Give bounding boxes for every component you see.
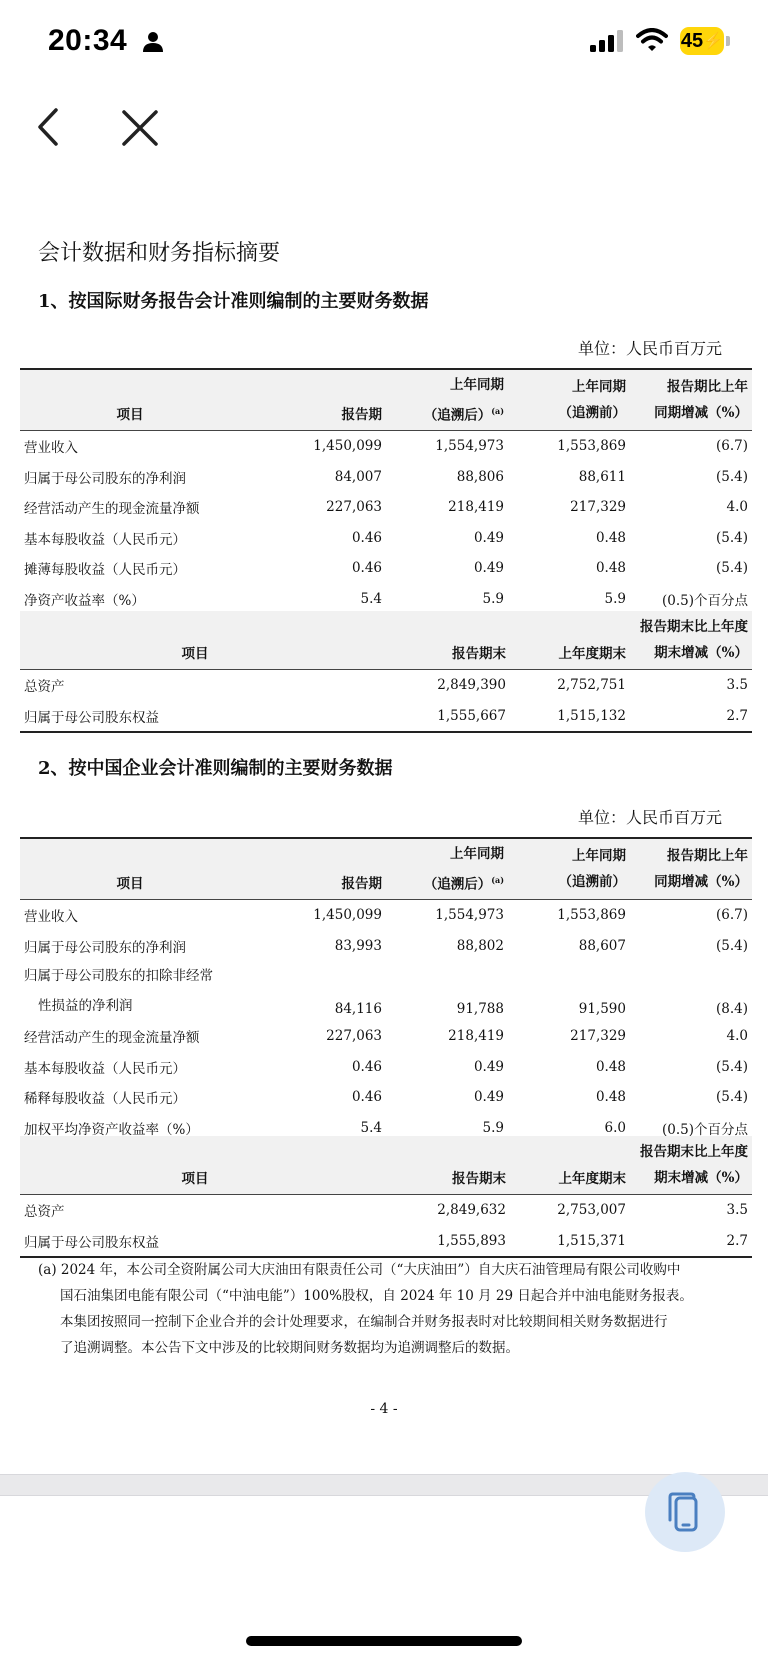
cell: 1,515,132 — [557, 707, 626, 724]
cell: 6.0 — [604, 1119, 626, 1136]
cell: 4.0 — [726, 499, 748, 516]
section2-title: 2、按中国企业会计准则编制的主要财务数据 — [38, 758, 393, 779]
copy-phone-icon — [665, 1490, 705, 1534]
wifi-icon — [636, 28, 668, 52]
cell: 91,788 — [456, 1001, 504, 1017]
cell: 217,329 — [570, 1028, 626, 1045]
cell: (5.4) — [715, 1089, 748, 1106]
row-label: 营业收入 — [24, 440, 78, 457]
col-prior-restated-line1: 上年同期 — [450, 376, 504, 393]
row-label: 总资产 — [24, 1204, 65, 1221]
col-period-end: 报告期末 — [452, 646, 506, 662]
table-row — [20, 1082, 752, 1113]
cellular-signal-icon — [590, 30, 624, 52]
cell: (5.4) — [715, 937, 748, 954]
col-change-line1: 报告期比上年 — [667, 379, 748, 395]
col-change — [630, 1136, 752, 1195]
table-row — [20, 1021, 752, 1052]
battery-indicator — [680, 27, 724, 55]
col-prior-original — [508, 369, 630, 431]
col-prior-restated-line2: （追溯后） — [423, 876, 492, 893]
col-change — [630, 369, 752, 431]
cell: 2.7 — [726, 1232, 748, 1249]
row-label-line1: 归属于母公司股东的扣除非经常 — [24, 968, 213, 984]
cell: 5.9 — [482, 1119, 504, 1136]
row-label: 经营活动产生的现金流量净额 — [24, 501, 200, 518]
cell: 1,554,973 — [435, 907, 504, 924]
cell: 1,553,869 — [557, 438, 626, 455]
person-icon — [142, 31, 164, 53]
cell: 0.49 — [473, 529, 504, 546]
section1-title: 1、按国际财务报告会计准则编制的主要财务数据 — [38, 291, 429, 312]
cell: (5.4) — [715, 1058, 748, 1075]
cell: 1,553,869 — [557, 907, 626, 924]
cell: (8.4) — [715, 1001, 748, 1017]
table-row — [20, 701, 752, 733]
col-prior-original-line2: （追溯前） — [558, 874, 626, 890]
footnote-line: 了追溯调整。本公告下文中涉及的比较期间财务数据均为追溯调整后的数据。 — [60, 1340, 519, 1356]
battery-cap — [726, 36, 730, 46]
cell: 3.5 — [726, 677, 748, 694]
cell: (0.5)个百分点 — [661, 1121, 748, 1138]
table-header-row — [20, 369, 752, 431]
col-current: 报告期 — [341, 876, 382, 892]
col-prior-restated — [386, 369, 508, 431]
cell: 0.46 — [351, 1058, 382, 1075]
table-row — [20, 1226, 752, 1258]
table-row — [20, 900, 752, 931]
cell: (0.5)个百分点 — [661, 592, 748, 609]
table-row — [20, 1052, 752, 1083]
row-label-line2: 性损益的净利润 — [38, 998, 133, 1014]
cell: 2,752,751 — [557, 677, 626, 694]
cell: 88,607 — [578, 937, 626, 954]
table-header-row — [20, 1136, 752, 1195]
table-row — [20, 523, 752, 554]
cell: 218,419 — [448, 1028, 504, 1045]
cell: 0.49 — [473, 1089, 504, 1106]
cell: 2,849,632 — [437, 1202, 506, 1219]
col-period-end: 报告期末 — [452, 1171, 506, 1187]
cell: (5.4) — [715, 529, 748, 546]
section1-unit: 单位：人民币百万元 — [578, 339, 723, 358]
cell: (5.4) — [715, 560, 748, 577]
home-indicator[interactable] — [246, 1636, 522, 1646]
table-row — [20, 961, 752, 1021]
section1-balance-table — [20, 611, 752, 733]
table-row — [20, 492, 752, 523]
row-label: 营业收入 — [24, 909, 78, 926]
cell: 0.48 — [595, 560, 626, 577]
footnote-line: 本集团按照同一控制下企业合并的会计处理要求，在编制合并财务报表时对比较期间相关财务数据进行 — [60, 1314, 668, 1330]
col-prior-restated-line2: （追溯后） — [423, 407, 492, 424]
cell: 0.48 — [595, 1089, 626, 1106]
cell: 1,555,893 — [437, 1232, 506, 1249]
cell: 5.4 — [360, 590, 382, 607]
row-label: 基本每股收益（人民币元） — [24, 531, 186, 548]
cell: 5.9 — [604, 590, 626, 607]
table-row — [20, 553, 752, 584]
col-item: 项目 — [116, 876, 144, 892]
table-row — [20, 1195, 752, 1226]
col-prior-original-line1: 上年同期 — [572, 379, 626, 395]
cell: 2.7 — [726, 707, 748, 724]
section2-balance-table — [20, 1136, 752, 1258]
col-change-line2: 同期增减（%） — [654, 405, 748, 421]
row-label: 经营活动产生的现金流量净额 — [24, 1030, 200, 1047]
row-label: 基本每股收益（人民币元） — [24, 1060, 186, 1077]
footnote-line: 国石油集团电能有限公司（“中油电能”）100%股权，自 2024 年 10 月 29 日起合并中油电能财务报表。 — [60, 1288, 693, 1304]
row-label: 稀释每股收益（人民币元） — [24, 1091, 186, 1108]
charging-bolt-icon: ⚡ — [703, 33, 724, 50]
cell: 88,806 — [456, 468, 504, 485]
row-label: 归属于母公司股东权益 — [24, 709, 159, 726]
cell: 0.49 — [473, 1058, 504, 1075]
cell: 2,753,007 — [557, 1202, 626, 1219]
col-item: 项目 — [116, 407, 144, 423]
col-change-line2: 期末增减（%） — [654, 645, 748, 661]
col-prior-restated — [386, 838, 508, 900]
page-number: - 4 - — [370, 1401, 398, 1417]
back-chevron-icon[interactable] — [32, 104, 66, 150]
cell: 3.5 — [726, 1202, 748, 1219]
cell: 0.46 — [351, 1089, 382, 1106]
col-prior-original-line2: （追溯前） — [558, 405, 626, 421]
col-item: 项目 — [181, 1171, 209, 1187]
section2-table — [20, 837, 752, 1145]
table-header-row — [20, 611, 752, 670]
close-icon[interactable] — [118, 106, 162, 150]
footnote — [38, 1257, 738, 1361]
table-row — [20, 431, 752, 462]
cell: 0.46 — [351, 529, 382, 546]
section1-table — [20, 368, 752, 616]
cell: 5.9 — [482, 590, 504, 607]
row-label: 摊薄每股收益（人民币元） — [24, 562, 186, 579]
table-row — [20, 462, 752, 493]
col-change-line2: 同期增减（%） — [654, 874, 748, 890]
cell: (6.7) — [715, 438, 748, 455]
col-change — [630, 611, 752, 670]
cell: 5.4 — [360, 1119, 382, 1136]
cell: 217,329 — [570, 499, 626, 516]
cell: 4.0 — [726, 1028, 748, 1045]
cell: (6.7) — [715, 907, 748, 924]
col-change-line1: 报告期末比上年度 — [640, 1144, 748, 1160]
col-prior-year-end: 上年度期末 — [558, 1171, 626, 1187]
table-row — [20, 931, 752, 962]
row-label — [20, 961, 240, 1021]
page-title: 会计数据和财务指标摘要 — [38, 241, 281, 266]
col-current: 报告期 — [341, 407, 382, 423]
cell: 84,116 — [334, 1001, 382, 1017]
col-change-line1: 报告期比上年 — [667, 848, 748, 864]
cell: 83,993 — [334, 937, 382, 954]
cell: 84,007 — [334, 468, 382, 485]
col-prior-original — [508, 838, 630, 900]
cell: 218,419 — [448, 499, 504, 516]
cell: (5.4) — [715, 468, 748, 485]
cell: 88,611 — [578, 468, 626, 485]
row-label: 归属于母公司股东的净利润 — [24, 470, 186, 487]
cell: 1,555,667 — [437, 707, 506, 724]
status-time: 20:34 — [48, 24, 128, 57]
cell: 1,554,973 — [435, 438, 504, 455]
copy-button[interactable] — [645, 1472, 725, 1552]
table-row — [20, 670, 752, 701]
cell: 88,802 — [456, 937, 504, 954]
row-label: 归属于母公司股东的净利润 — [24, 939, 186, 956]
col-prior-year-end: 上年度期末 — [558, 646, 626, 662]
col-change-line2: 期末增减（%） — [654, 1170, 748, 1186]
cell: 1,515,371 — [557, 1232, 626, 1249]
cell: 2,849,390 — [437, 677, 506, 694]
cell: 0.49 — [473, 560, 504, 577]
col-item: 项目 — [181, 646, 209, 662]
row-label: 加权平均净资产收益率（%） — [24, 1121, 199, 1138]
section2-unit: 单位：人民币百万元 — [578, 808, 723, 827]
battery-level: 45 — [680, 29, 704, 52]
footnote-ref: (a) — [491, 405, 504, 416]
row-label: 净资产收益率（%） — [24, 592, 145, 609]
row-label: 归属于母公司股东权益 — [24, 1234, 159, 1251]
cell: 227,063 — [326, 499, 382, 516]
col-prior-restated-line1: 上年同期 — [450, 845, 504, 862]
cell: 0.48 — [595, 529, 626, 546]
cell: 1,450,099 — [313, 907, 382, 924]
cell: 0.48 — [595, 1058, 626, 1075]
cell: 91,590 — [578, 1001, 626, 1017]
cell: 1,450,099 — [313, 438, 382, 455]
table-header-row — [20, 838, 752, 900]
cell: 0.46 — [351, 560, 382, 577]
footnote-line: (a) 2024 年，本公司全资附属公司大庆油田有限责任公司（“大庆油田”）自大庆石油管理局有限公司收购中 — [38, 1262, 681, 1278]
row-label: 总资产 — [24, 679, 65, 696]
col-change-line1: 报告期末比上年度 — [640, 619, 748, 635]
footnote-ref: (a) — [491, 874, 504, 885]
col-change — [630, 838, 752, 900]
col-prior-original-line1: 上年同期 — [572, 848, 626, 864]
cell: 227,063 — [326, 1028, 382, 1045]
